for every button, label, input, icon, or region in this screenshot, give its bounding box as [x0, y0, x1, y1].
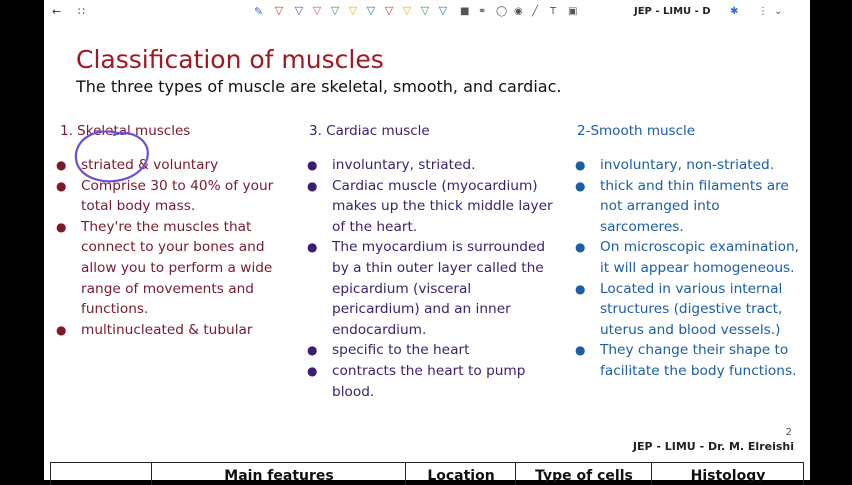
- toolbar-right-label: JEP - LIMU - D: [634, 6, 711, 17]
- red-marker-icon[interactable]: ▽: [274, 4, 284, 17]
- slide-subtitle: The three types of muscle are skeletal, smooth, and cardiac.: [76, 77, 562, 96]
- list-item: ● Comprise 30 to 40% of your total body mass.: [56, 177, 274, 215]
- chevron-down-icon[interactable]: ⌄: [774, 6, 783, 17]
- list-item: ● thick and thin filaments are not arranged into sarcomeres.: [575, 177, 789, 235]
- arrow-left-icon[interactable]: ←: [52, 5, 62, 18]
- bullet-text: The myocardium is surrounded by a thin outer layer called the epicardium (visceral pericardium) and an inner endocardium.: [332, 239, 546, 338]
- bullet-text: specific to the heart: [332, 342, 470, 359]
- smooth-heading: 2-Smooth muscle: [577, 123, 696, 139]
- list-item: ● Cardiac muscle (myocardium) makes up the thick middle layer of the heart.: [307, 177, 553, 235]
- list-item: ● multinucleated & tubular: [56, 321, 253, 338]
- table-header-location: Location: [405, 463, 516, 485]
- list-item: ● The myocardium is surrounded by a thin outer layer called the epicardium (visceral pericardium) and an inner endocardium.: [307, 239, 546, 338]
- yellow-highlighter-icon[interactable]: ▽: [402, 4, 412, 17]
- bullet-text: On microscopic examination, it will appear homogeneous.: [600, 239, 799, 276]
- next-slide-preview: [44, 458, 810, 484]
- eraser-icon[interactable]: ■: [460, 6, 470, 17]
- bullet-text: striated & voluntary: [81, 157, 219, 173]
- red-highlighter-icon[interactable]: ▽: [384, 4, 394, 17]
- cardiac-list: [305, 155, 555, 402]
- bullet-text: contracts the heart to pump blood.: [332, 362, 526, 400]
- table-header-row: [50, 462, 804, 485]
- annotation-toolbar: [44, 0, 810, 27]
- board-icon[interactable]: ▣: [568, 6, 578, 17]
- pink-marker-icon[interactable]: ▽: [312, 4, 322, 17]
- bullet-text: thick and thin filaments are not arranged into sarcomeres.: [600, 177, 789, 235]
- list-item: ● striated & voluntary: [56, 157, 219, 173]
- list-item: ● contracts the heart to pump blood.: [307, 362, 526, 400]
- list-item: ● involuntary, striated.: [307, 157, 476, 173]
- blue-marker-icon[interactable]: ▽: [366, 4, 376, 17]
- green-highlighter-icon[interactable]: ▽: [420, 4, 430, 17]
- slide-title: Classification of muscles: [76, 45, 384, 74]
- smooth-list: [573, 155, 805, 382]
- list-item: ● specific to the heart: [307, 342, 470, 359]
- bullet-text: Comprise 30 to 40% of your total body mass.: [81, 177, 274, 215]
- table-header-main-features: Main features: [151, 463, 406, 485]
- line-icon[interactable]: ╱: [532, 6, 539, 17]
- list-item: ● They change their shape to facilitate the body functions.: [575, 342, 797, 379]
- yellow-marker-icon[interactable]: ▽: [348, 4, 358, 17]
- bullet-text: Located in various internal structures (digestive tract, uterus and blood vessels.): [600, 280, 783, 338]
- purple-marker-icon[interactable]: ▽: [294, 4, 304, 17]
- settings-icon[interactable]: ✱: [730, 6, 739, 17]
- list-item: ● Located in various internal structures (digestive tract, uterus and blood vessels.): [575, 280, 783, 338]
- bullet-text: They're the muscles that connect to your bones and allow you to perform a wide range of movements and functions.: [81, 218, 273, 318]
- slide-footer: JEP - LIMU - Dr. M. Elreishi: [632, 440, 794, 453]
- link-icon[interactable]: ⚭: [478, 6, 487, 17]
- skeletal-heading: 1. Skeletal muscles: [60, 123, 191, 139]
- bullet-text: Cardiac muscle (myocardium) makes up the thick middle layer of the heart.: [332, 177, 553, 235]
- blue-highlighter-icon[interactable]: ▽: [438, 4, 448, 17]
- list-item: ● They're the muscles that connect to your bones and allow you to perform a wide range of movements and functions.: [56, 218, 273, 318]
- text-tool-icon[interactable]: T: [550, 6, 557, 17]
- bullet-text: multinucleated & tubular: [81, 321, 253, 338]
- more-icon[interactable]: ⋮: [758, 6, 768, 17]
- shape-icon[interactable]: ◯: [496, 6, 508, 17]
- drag-handle-icon[interactable]: ∷: [78, 5, 85, 18]
- page-number: 2: [785, 427, 792, 438]
- cardiac-heading: 3. Cardiac muscle: [309, 123, 430, 139]
- pen-icon[interactable]: ✎: [254, 5, 264, 18]
- table-header-type-of-cells: Type of cells: [515, 463, 652, 485]
- bullet-text: involuntary, non-striated.: [600, 157, 775, 173]
- bullet-text: involuntary, striated.: [332, 157, 476, 173]
- list-item: ● involuntary, non-striated.: [575, 157, 775, 173]
- list-item: ● On microscopic examination, it will appear homogeneous.: [575, 239, 799, 276]
- pen-annotation-circle: [68, 127, 160, 189]
- table-header-histology: Histology: [651, 463, 804, 485]
- slide: [44, 26, 810, 458]
- green-marker-icon[interactable]: ▽: [330, 4, 340, 17]
- bullet-text: They change their shape to facilitate the body functions.: [600, 342, 797, 379]
- camera-icon[interactable]: ◉: [514, 6, 523, 17]
- table-header-empty: [51, 463, 151, 485]
